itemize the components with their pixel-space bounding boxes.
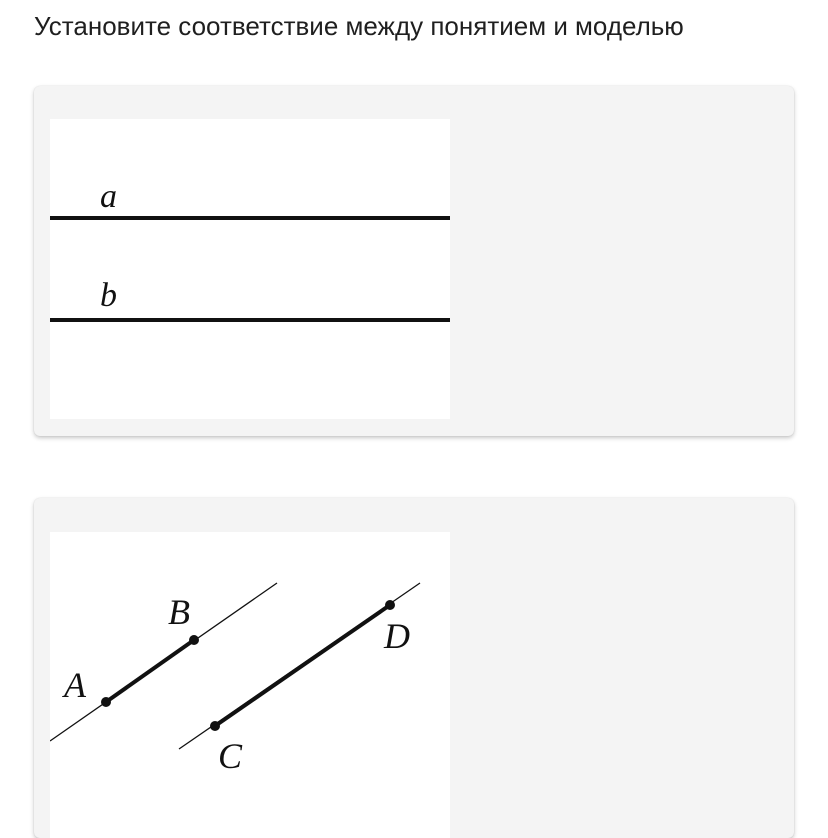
match-card-parallel-lines[interactable] [34,86,794,436]
point-b-label: B [168,592,190,632]
point-c-label: C [218,736,243,776]
segment-cd [215,605,390,726]
point-d [385,600,395,610]
point-c [210,721,220,731]
figure-parallel-lines [50,119,450,419]
match-card-parallel-segments[interactable] [34,498,794,838]
point-d-label: D [384,616,410,656]
line-b-label: b [100,277,117,314]
point-a [101,697,111,707]
figure-parallel-segments [50,532,450,838]
point-b [189,635,199,645]
point-a-label: A [64,665,86,705]
line-a-label: a [100,178,117,215]
segment-ab [106,640,194,702]
question-title: Установите соответствие между понятием и моделью [34,11,684,41]
